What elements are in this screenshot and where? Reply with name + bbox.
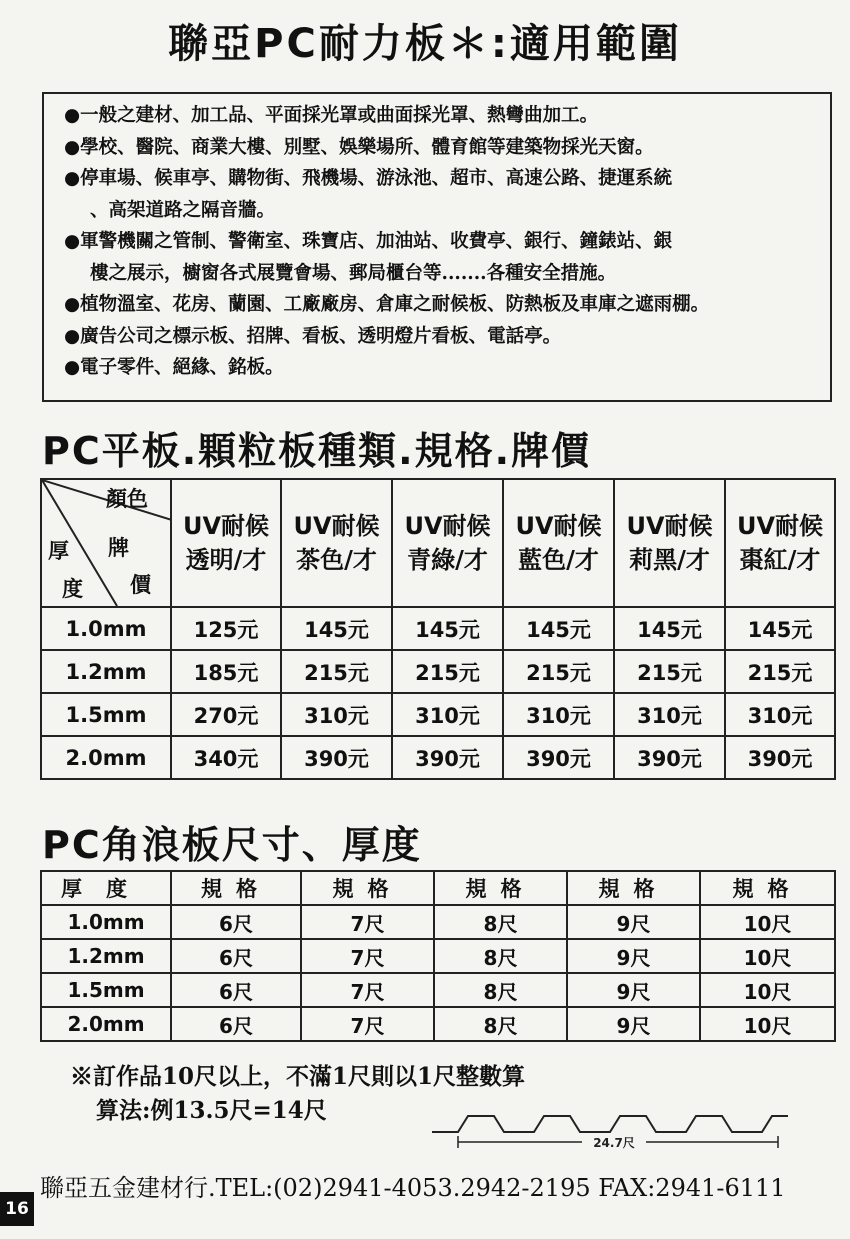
price-cell: 215元	[281, 650, 392, 693]
usage-item: ●停車場、候車亭、購物街、飛機場、游泳池、超市、高速公路、捷運系統	[64, 168, 673, 189]
price-cell: 145元	[392, 607, 503, 650]
page-number: 16	[0, 1192, 34, 1226]
bullet-icon: ●	[64, 294, 81, 315]
price-cell: 145元	[503, 607, 614, 650]
thickness-label-2: 度	[62, 576, 83, 601]
price-cell: 310元	[392, 693, 503, 736]
corrugated-board-title: PC角浪板尺寸、厚度	[42, 823, 422, 867]
size-cell: 7尺	[301, 939, 434, 973]
price-cell: 310元	[614, 693, 725, 736]
usage-list	[42, 92, 832, 402]
spec-header: 規格	[567, 871, 700, 905]
spec-header: 規格	[301, 871, 434, 905]
thickness-cell: 2.0mm	[41, 736, 171, 779]
bullet-icon: ●	[64, 357, 81, 378]
table-header-row	[41, 479, 835, 607]
color-header: UV耐候 茶色/才	[281, 479, 392, 607]
size-cell: 10尺	[700, 939, 835, 973]
thickness-cell: 2.0mm	[41, 1007, 171, 1041]
price-cell: 390元	[503, 736, 614, 779]
size-cell: 6尺	[171, 939, 301, 973]
color-header: UV耐候 青綠/才	[392, 479, 503, 607]
color-header: UV耐候 透明/才	[171, 479, 281, 607]
size-cell: 10尺	[700, 973, 835, 1007]
price-cell: 390元	[392, 736, 503, 779]
footer-contact: 聯亞五金建材行.TEL:(02)2941-4053.2942-2195 FAX:2941-6111	[40, 1174, 786, 1202]
size-cell: 6尺	[171, 1007, 301, 1041]
thickness-cell: 1.0mm	[41, 905, 171, 939]
bullet-icon: ●	[64, 105, 81, 126]
price-cell: 270元	[171, 693, 281, 736]
price-cell: 310元	[503, 693, 614, 736]
size-cell: 7尺	[301, 973, 434, 1007]
price-cell: 145元	[614, 607, 725, 650]
table-header-row	[41, 871, 835, 905]
table-row	[41, 650, 835, 693]
size-cell: 10尺	[700, 905, 835, 939]
price-cell: 215元	[503, 650, 614, 693]
usage-item: ●植物溫室、花房、蘭園、工廠廠房、倉庫之耐候板、防熱板及車庫之遮雨棚。	[64, 294, 710, 315]
color-header: UV耐候 莉黑/才	[614, 479, 725, 607]
usage-item: ●學校、醫院、商業大樓、別墅、娛樂場所、體育館等建築物採光天窗。	[64, 136, 654, 158]
corrugated-profile-diagram	[430, 1110, 800, 1156]
thickness-cell: 1.5mm	[41, 973, 171, 1007]
size-cell: 7尺	[301, 1007, 434, 1041]
flat-board-price-table	[40, 478, 836, 780]
size-cell: 9尺	[567, 1007, 700, 1041]
corner-header-cell	[41, 479, 171, 607]
table-row	[41, 607, 835, 650]
size-cell: 8尺	[434, 939, 567, 973]
spec-header: 規格	[171, 871, 301, 905]
price-cell: 390元	[725, 736, 835, 779]
thickness-cell: 1.5mm	[41, 693, 171, 736]
table-row	[41, 973, 835, 1007]
price-cell: 310元	[725, 693, 835, 736]
thickness-label-1: 厚	[48, 538, 69, 563]
spec-header: 規格	[434, 871, 567, 905]
thickness-cell: 1.2mm	[41, 650, 171, 693]
usage-item: ●電子零件、絕緣、銘板。	[64, 357, 284, 378]
size-cell: 9尺	[567, 939, 700, 973]
size-cell: 9尺	[567, 905, 700, 939]
table-row	[41, 939, 835, 973]
profile-width-label: 24.7尺	[593, 1136, 635, 1150]
size-cell: 8尺	[434, 905, 567, 939]
table-row	[41, 736, 835, 779]
thickness-cell: 1.2mm	[41, 939, 171, 973]
note-line-1: ※訂作品10尺以上，不滿1尺則以1尺整數算	[70, 1063, 526, 1090]
price-cell: 145元	[725, 607, 835, 650]
flat-board-title: PC平板.顆粒板種類.規格.牌價	[42, 429, 592, 473]
color-header: UV耐候 藍色/才	[503, 479, 614, 607]
bullet-icon: ●	[64, 325, 81, 347]
spec-header: 規格	[700, 871, 835, 905]
bullet-icon: ●	[64, 168, 81, 189]
color-label: 顏色	[106, 486, 148, 511]
usage-item: ●一般之建材、加工品、平面採光罩或曲面採光罩、熱彎曲加工。	[64, 105, 599, 126]
bullet-icon: ●	[64, 231, 81, 252]
thickness-cell: 1.0mm	[41, 607, 171, 650]
corrugated-size-table	[40, 870, 836, 1042]
size-cell: 9尺	[567, 973, 700, 1007]
price-label: 價	[130, 572, 151, 597]
price-cell: 215元	[614, 650, 725, 693]
size-cell: 6尺	[171, 905, 301, 939]
size-cell: 6尺	[171, 973, 301, 1007]
size-cell: 8尺	[434, 1007, 567, 1041]
note-line-2: 算法:例13.5尺=14尺	[96, 1097, 327, 1124]
price-cell: 215元	[725, 650, 835, 693]
table-row	[41, 1007, 835, 1041]
bullet-icon: ●	[64, 136, 81, 158]
price-cell: 390元	[614, 736, 725, 779]
size-cell: 7尺	[301, 905, 434, 939]
table-row	[41, 905, 835, 939]
price-cell: 145元	[281, 607, 392, 650]
price-cell: 125元	[171, 607, 281, 650]
price-cell: 390元	[281, 736, 392, 779]
price-cell: 215元	[392, 650, 503, 693]
table-row	[41, 693, 835, 736]
color-header: UV耐候 棗紅/才	[725, 479, 835, 607]
usage-item-continued: 樓之展示，櫥窗各式展覽會場、郵局櫃台等.......各種安全措施。	[90, 262, 617, 284]
price-cell: 185元	[171, 650, 281, 693]
price-cell: 340元	[171, 736, 281, 779]
page-title: 聯亞PC耐力板＊:適用範圍	[168, 21, 682, 67]
usage-item: ●廣告公司之標示板、招牌、看板、透明燈片看板、電話亭。	[64, 325, 562, 347]
size-cell: 10尺	[700, 1007, 835, 1041]
usage-item-continued: 、高架道路之隔音牆。	[90, 199, 276, 221]
brand-label: 牌	[108, 535, 129, 560]
price-cell: 310元	[281, 693, 392, 736]
thickness-header: 厚度	[41, 871, 171, 905]
usage-item: ●軍警機關之管制、警衛室、珠寶店、加油站、收費亭、銀行、鐘錶站、銀	[64, 231, 673, 252]
size-cell: 8尺	[434, 973, 567, 1007]
